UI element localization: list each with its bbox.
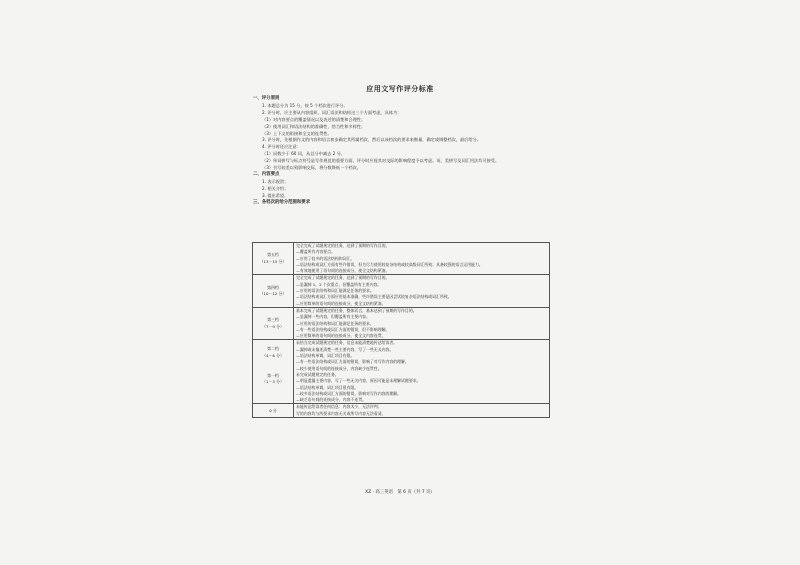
desc-line: —有效地使用了语句间的连接成分，使全文结构紧凑。 bbox=[296, 268, 390, 274]
key-point-line: 2. 相关介绍； bbox=[262, 185, 289, 191]
principle-line: 3. 评分时，先根据作文的内容和语言初步确定其所属档次，然后以该档次的要求来衡量，确定或调整档次，最后给分。 bbox=[262, 137, 481, 143]
table-row bbox=[253, 307, 550, 339]
desc-line: 未恰当完成试题规定的任务，信息未能清楚地传达给读者。 bbox=[296, 340, 398, 346]
desc-line: 基本完成了试题规定的任务，整体而言，基本达到了预期的写作目的。 bbox=[296, 307, 417, 313]
desc-line: 完全完成了试题规定的任务，达到了预期的写作目的。 bbox=[296, 243, 390, 248]
page-title: 应用文写作评分标准 bbox=[366, 85, 434, 93]
desc-line: —应用了较多的语法结构和词汇。 bbox=[296, 255, 355, 261]
level-label: 第二档 （4－6 分） bbox=[262, 346, 284, 358]
principle-line: 2. 评分时，应主要从内容组织、词汇语法和结构这三个方面考虑，具体为： bbox=[262, 109, 402, 115]
desc-line: —应用简单的语句间的连接成分，使全文结构紧凑。 bbox=[296, 300, 386, 306]
key-point-line: 1. 表示祝贺； bbox=[262, 178, 289, 184]
desc-cell bbox=[294, 340, 550, 404]
table-row bbox=[253, 243, 550, 275]
level-label: 0 分 bbox=[269, 407, 277, 413]
document-body bbox=[253, 96, 553, 207]
principle-line: 1. 本题总分为 15 分，按 5 个档次进行评分。 bbox=[262, 102, 348, 108]
desc-line: —有一些语法结构或词汇方面的错误，但不影响理解。 bbox=[296, 326, 390, 332]
level-label: 第一档 （1－3 分） bbox=[262, 373, 284, 385]
desc-line: 写的内容均与所要求内容无关或所写内容无法看清。 bbox=[296, 410, 386, 416]
principle-line: （2）单词拼写与标点符号是写作规范的重要方面，评分时应视其对交际的影响程度予以考虑。英、美拼写及词汇用法均可接受。 bbox=[262, 158, 500, 164]
desc-line: —语法结构单调，词汇项目有限。 bbox=[296, 353, 355, 359]
desc-line: —应用简单的语句间的连接成分，使全文内容连贯。 bbox=[296, 333, 386, 339]
table-row bbox=[253, 340, 550, 404]
desc-line: —应用的语法结构和词汇能满足任务的要求。 bbox=[296, 288, 374, 294]
desc-line: 完全完成了试题规定的任务，达到了预期的写作目的。 bbox=[296, 275, 390, 281]
desc-line: —语法结构或词汇方面有些许错误，但为尽力使用较复杂结构或较高级词汇所致；具备较强的语言运用能力。 bbox=[296, 261, 483, 267]
desc-line: —缺乏语句间的连接成分，内容不连贯。 bbox=[296, 397, 367, 403]
desc-cell bbox=[294, 307, 550, 339]
level-label: 第四档 （10－12 分） bbox=[259, 284, 287, 297]
desc-line: —较少使用语句间的连接成分，内容缺少连贯性。 bbox=[296, 365, 382, 371]
desc-cell bbox=[294, 404, 550, 418]
level-cell bbox=[253, 275, 294, 307]
principle-line: （1）词数少于 60 词，从总分中减去 2 分。 bbox=[262, 151, 345, 157]
desc-line: 未完成试题规定的任务。 bbox=[296, 371, 339, 377]
desc-line: —有一些语法结构或词汇方面的错误，影响了对写作内容的理解。 bbox=[296, 359, 409, 365]
level-cell bbox=[253, 340, 294, 404]
page-footer: XZ · 高三英语 第 6 页（共 7 页） bbox=[365, 490, 435, 495]
desc-line: —漏掉或未描述清楚一些主要内容，写了一些无关内容。 bbox=[296, 346, 394, 352]
level-label: 第三档 （7－9 分） bbox=[262, 317, 284, 329]
desc-line: 未能传达给读者任何信息：内容太少，无法评判； bbox=[296, 404, 382, 410]
level-cell bbox=[253, 243, 294, 275]
desc-line: —虽漏掉 1、2 个次重点，但覆盖所有主要内容。 bbox=[296, 281, 382, 287]
level-cell bbox=[253, 404, 294, 418]
desc-line: —覆盖所有内容要点。 bbox=[296, 249, 335, 255]
desc-line: —较多语法结构或词汇方面的错误，影响对写作内容的理解。 bbox=[296, 390, 402, 396]
section-heading-grading-levels: 三、各档次的给分范围和要求 bbox=[253, 199, 311, 205]
desc-cell bbox=[294, 275, 550, 307]
section-heading-key-points: 二、内容要点 bbox=[253, 171, 280, 177]
principle-line: （2）使用词汇和语法结构的准确性、恰当性和多样性； bbox=[262, 123, 366, 129]
desc-line: —语法结构单调，词汇项目很有限。 bbox=[296, 384, 359, 390]
principle-line: （3）书写较差以致影响交际，将分数降低一个档次。 bbox=[262, 165, 361, 171]
principle-line: （1）对内容要点的覆盖情况以及表述的清楚和合理性； bbox=[262, 116, 366, 122]
key-point-line: 3. 提出希望。 bbox=[262, 192, 289, 198]
table-row bbox=[253, 404, 550, 418]
level-label: 第五档 （13－15 分） bbox=[259, 252, 287, 264]
grading-table bbox=[252, 242, 550, 418]
table-row bbox=[253, 275, 550, 307]
section-heading-principles: 一、评分原则 bbox=[253, 96, 280, 101]
principle-line: （3）上下文的衔接和全文的连贯性。 bbox=[262, 130, 332, 136]
level-cell bbox=[253, 307, 294, 339]
desc-line: —语法结构或词汇方面应用基本准确，些许错误主要是因尝试较复杂语法结构或词汇所致。 bbox=[296, 294, 452, 300]
desc-line: —虽漏掉一些内容，但覆盖所有主要内容。 bbox=[296, 314, 370, 320]
desc-line: —应用的语法结构和词汇能满足任务的要求。 bbox=[296, 320, 374, 326]
desc-line: —明显遗漏主要内容，写了一些无关内容，原因可能是未理解试题要求。 bbox=[296, 378, 421, 384]
desc-cell bbox=[294, 243, 550, 275]
principle-line: 4. 评分时还应注意： bbox=[262, 144, 301, 150]
